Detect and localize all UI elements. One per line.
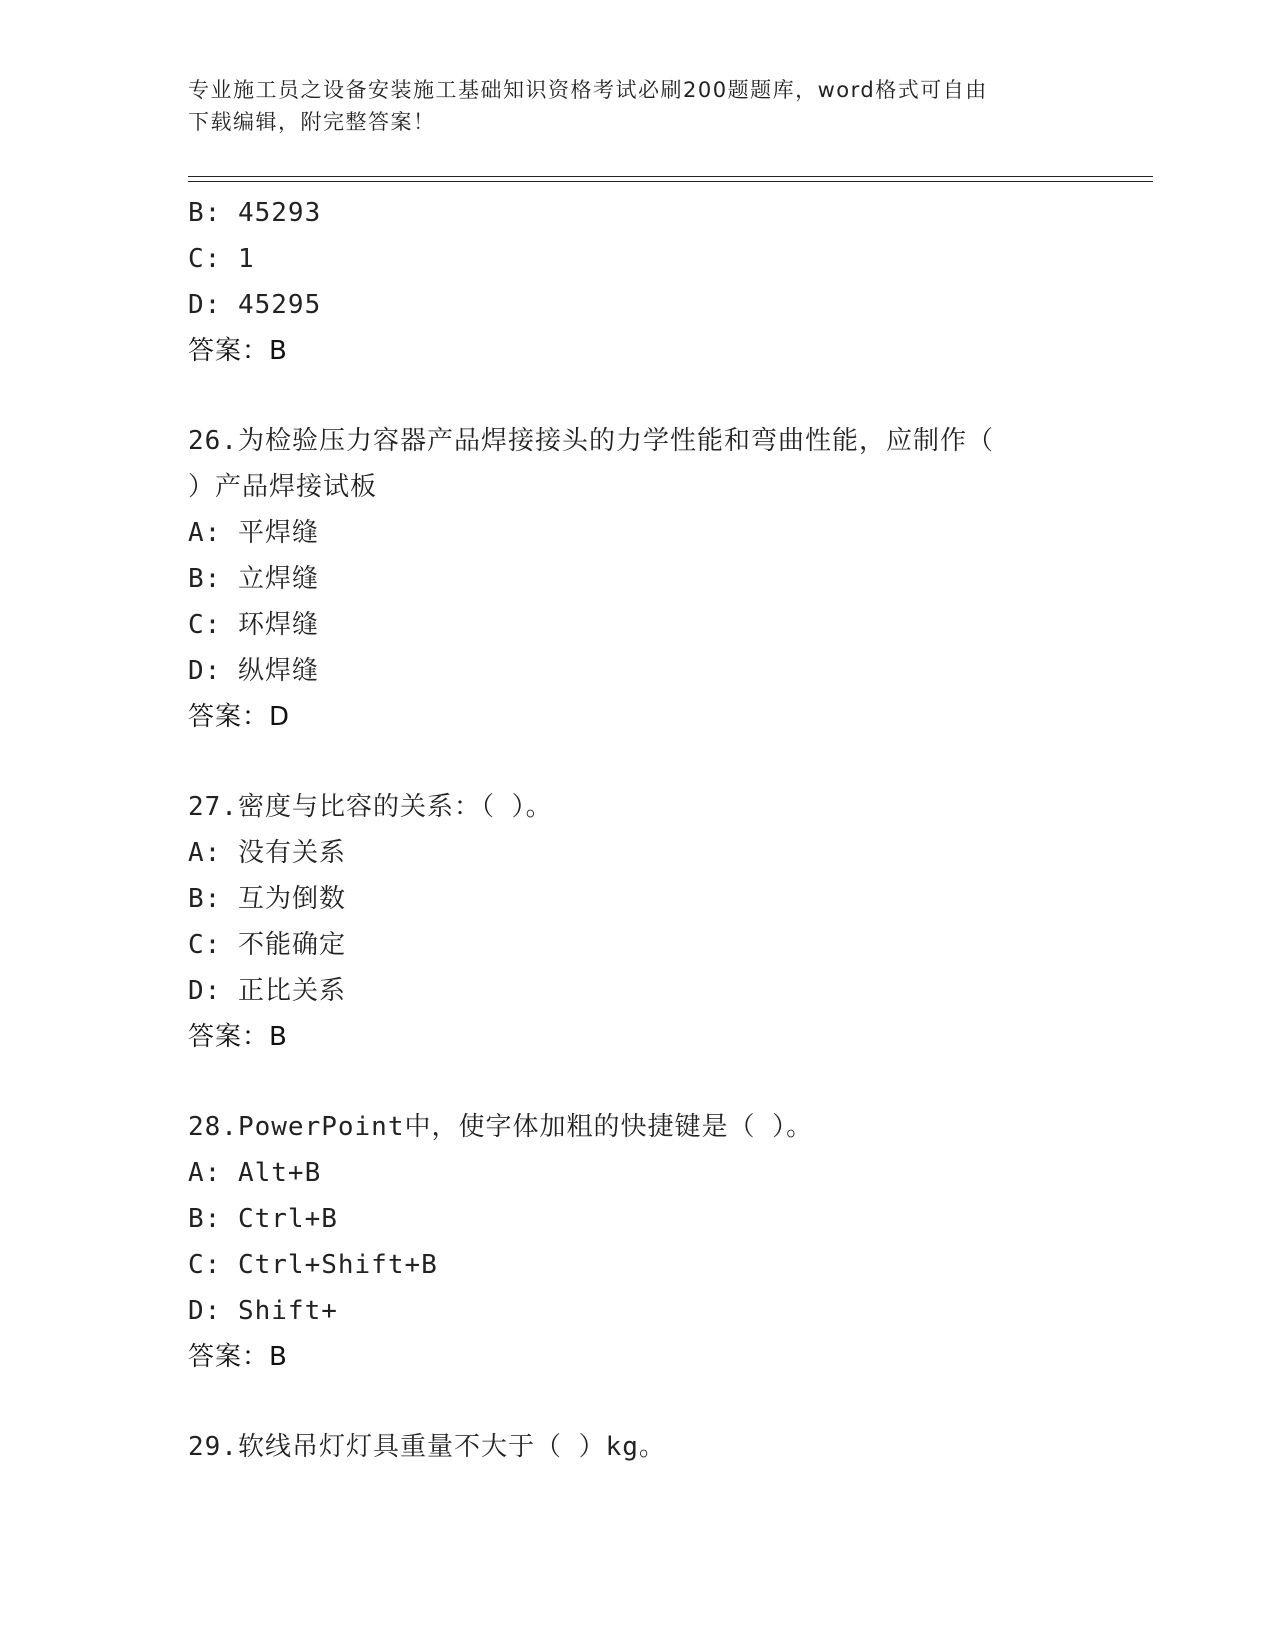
question-block-27: [188, 784, 1088, 1060]
option-d: D: 纵焊缝: [188, 656, 319, 686]
question-stem-line1: 29.软线吊灯灯具重量不大于（ ）kg。: [188, 1432, 666, 1462]
option-b: B: 互为倒数: [188, 884, 346, 914]
answer-line: 答案：B: [188, 1022, 288, 1052]
option-a: A: Alt+B: [188, 1158, 322, 1188]
option-d: D: 45295: [188, 290, 322, 320]
option-c: C: 环焊缝: [188, 610, 319, 640]
question-stem-line1: 26.为检验压力容器产品焊接接头的力学性能和弯曲性能，应制作（: [188, 426, 994, 456]
option-b: B: 45293: [188, 198, 322, 228]
option-c: C: Ctrl+Shift+B: [188, 1250, 438, 1280]
header-title-line1: 专业施工员之设备安装施工基础知识资格考试必刷200题题库，word格式可自由: [188, 78, 988, 102]
question-block-28: [188, 1104, 1088, 1380]
question-stem-line2: ）产品焊接试板: [188, 472, 378, 502]
answer-line: 答案：B: [188, 1342, 288, 1372]
document-header: [188, 74, 1088, 138]
question-block-26: [188, 418, 1088, 740]
answer-line: 答案：D: [188, 702, 291, 732]
option-b: B: Ctrl+B: [188, 1204, 338, 1234]
question-stem-line1: 27.密度与比容的关系：（ ）。: [188, 792, 553, 822]
question-list: [188, 190, 1088, 1470]
option-b: B: 立焊缝: [188, 564, 319, 594]
option-d: D: Shift+: [188, 1296, 338, 1326]
answer-line: 答案：B: [188, 336, 288, 366]
question-block-29: [188, 1424, 1088, 1470]
header-title-line2: 下载编辑，附完整答案！: [188, 110, 436, 134]
option-c: C: 1: [188, 244, 255, 274]
header-divider-bottom: [188, 181, 1153, 182]
option-d: D: 正比关系: [188, 976, 346, 1006]
header-divider-top: [188, 176, 1153, 177]
option-a: A: 没有关系: [188, 838, 346, 868]
question-stem-line1: 28.PowerPoint中，使字体加粗的快捷键是（ ）。: [188, 1112, 814, 1142]
option-c: C: 不能确定: [188, 930, 346, 960]
question-block-25: [188, 190, 1088, 374]
option-a: A: 平焊缝: [188, 518, 319, 548]
